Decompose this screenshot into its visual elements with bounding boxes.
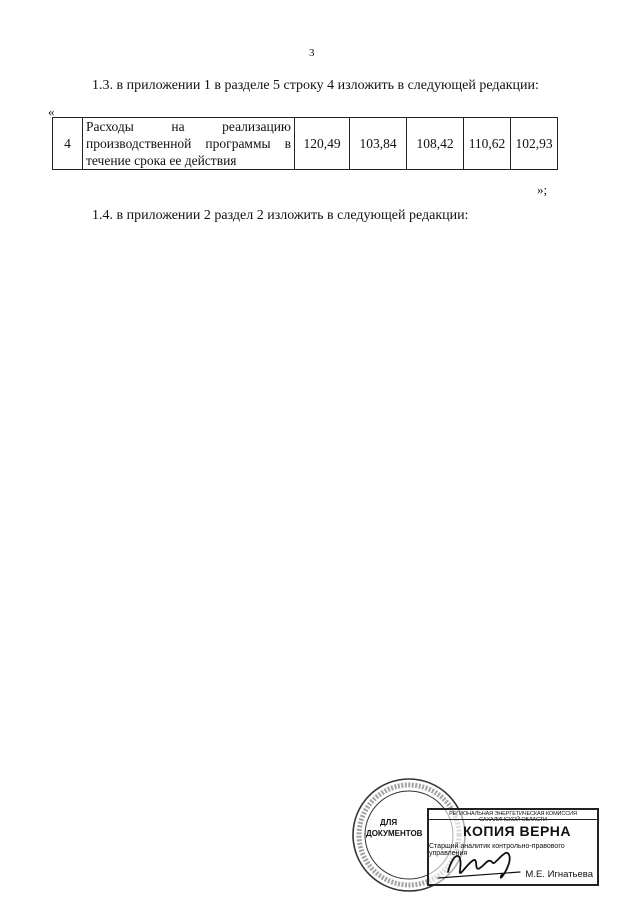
- amendment-table: [52, 117, 558, 170]
- seal-line-1: ДЛЯ: [380, 818, 398, 827]
- stamp-divider: [429, 819, 597, 820]
- table-row: [53, 118, 558, 170]
- seal-line-2: ДОКУМЕНТОВ: [366, 829, 423, 838]
- value-cell-2: 103,84: [350, 118, 407, 170]
- value-cell-1: 120,49: [295, 118, 350, 170]
- page-number: 3: [309, 47, 315, 59]
- paragraph-1-3: 1.3. в приложении 1 в разделе 5 строку 4 изложить в следующей редакции:: [92, 78, 539, 93]
- description-cell: Расходы на реализацию производственной программы в течение срока ее действия: [83, 118, 295, 170]
- value-cell-5: 102,93: [511, 118, 558, 170]
- stamp-organization: РЕГИОНАЛЬНАЯ ЭНЕРГЕТИЧЕСКАЯ КОМИССИЯ САХАЛИНСКОЙ ОБЛАСТИ: [449, 811, 577, 823]
- close-quote: »;: [537, 182, 548, 197]
- stamp-title: КОПИЯ ВЕРНА: [463, 823, 572, 839]
- open-quote: «: [48, 104, 55, 119]
- value-cell-3: 108,42: [407, 118, 464, 170]
- signature-icon: [428, 832, 538, 892]
- value-cell-4: 110,62: [464, 118, 511, 170]
- stamp-role: Старший аналитик контрольно-правового управления: [429, 843, 565, 857]
- row-number-cell: 4: [53, 118, 83, 170]
- stamp-name: М.Е. Игнатьева: [525, 869, 593, 880]
- paragraph-1-4: 1.4. в приложении 2 раздел 2 изложить в следующей редакции:: [92, 208, 469, 223]
